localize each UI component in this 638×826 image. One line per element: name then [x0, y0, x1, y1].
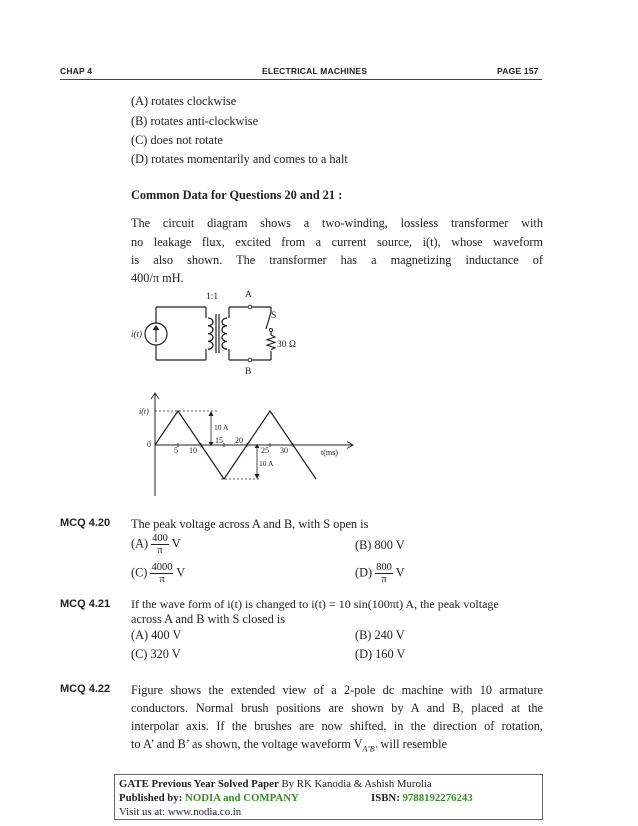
prev-option-c: (C) does not rotate — [131, 133, 223, 147]
common-text-line-3: is also shown. The transformer has a magnetizing inductance of — [131, 253, 543, 267]
subject-label: ELECTRICAL MACHINES — [262, 66, 368, 76]
prev-option-b: (B) rotates anti-clockwise — [131, 114, 259, 128]
common-text-line-2: no leakage flux, excited from a current source, i(t), whose waveform — [131, 235, 543, 249]
option-c-unit: V — [176, 565, 186, 580]
mcq-21-option-c: (C) 320 V — [131, 647, 181, 661]
footer-authors: By RK Kanodia & Ashish Murolia — [278, 778, 432, 790]
origin-label: 0 — [147, 440, 151, 449]
prev-option-d: (D) rotates momentarily and comes to a halt — [131, 152, 348, 166]
mcq-22-line-3: interpolar axis. If the brushes are now shifted, in the direction of rotation, — [131, 719, 543, 733]
common-text-line-4: 400/π mH. — [131, 271, 184, 285]
tick-label-15: 15 — [215, 436, 223, 445]
node-a-label: A — [245, 290, 252, 300]
mcq-20-option-b: (B) 800 V — [355, 538, 405, 552]
option-a-unit: V — [171, 536, 181, 551]
x-axis-label: t(ms) — [321, 448, 338, 457]
option-c-fraction: $\frac{4000}{\pi}$ — [151, 562, 173, 585]
mcq-22-line-1: Figure shows the extended view of a 2-pole dc machine with 10 armature — [131, 683, 543, 697]
publisher-footer — [114, 774, 543, 820]
pos-peak-label: 10 A — [214, 423, 229, 432]
neg-peak-label: 10 A — [259, 459, 274, 468]
tick-label-30: 30 — [280, 446, 288, 455]
tick-label-5: 5 — [174, 446, 178, 455]
footer-website-link[interactable]: Visit us at: www.nodia.co.in — [119, 806, 242, 818]
node-a-terminal — [248, 305, 252, 309]
voltage-subscript: A’B’ — [362, 744, 378, 754]
mcq-21-option-d: (D) 160 V — [355, 647, 406, 661]
option-a-fraction: $\frac{400}{\pi}$ — [152, 533, 168, 556]
option-d-unit: V — [395, 565, 405, 580]
footer-published-label: Published by: — [119, 792, 186, 804]
secondary-coil — [222, 318, 227, 349]
tick-label-20: 20 — [235, 436, 243, 445]
option-c-prefix: (C) — [131, 565, 148, 580]
mcq-22-line-4: to A’ and B’ as shown, the voltage waveform $V_{A’B’}$ will resemble — [131, 737, 448, 754]
y-axis-label: i(t) — [139, 407, 149, 416]
mcq-21-option-a: (A) 400 V — [131, 628, 182, 642]
mcq-20-question: The peak voltage across A and B, with S open is — [131, 517, 369, 531]
mcq-22-line-2: conductors. Normal brush positions are shown by A and B, placed at the — [131, 701, 543, 715]
footer-isbn-label: ISBN: — [371, 792, 403, 804]
footer-publisher: NODIA and COMPANY — [185, 792, 299, 804]
mcq-21-number: MCQ 4.21 — [60, 598, 111, 610]
mcq-20-option-a — [131, 533, 181, 556]
mcq-21-question-line-2: across A and B with S closed is — [131, 612, 286, 626]
chapter-label: CHAP 4 — [60, 66, 93, 76]
current-waveform-graph — [135, 390, 360, 498]
option-a-prefix: (A) — [131, 536, 149, 551]
tick-label-10: 10 — [189, 446, 197, 455]
prev-option-a: (A) rotates clockwise — [131, 94, 237, 108]
node-b-terminal — [248, 358, 252, 362]
option-d-fraction: $\frac{800}{\pi}$ — [376, 562, 392, 585]
header-rule — [60, 79, 542, 80]
primary-coil — [208, 318, 213, 349]
footer-title: GATE Previous Year Solved Paper — [119, 778, 279, 790]
resistor-symbol — [267, 335, 275, 350]
page-number: PAGE 157 — [497, 66, 539, 76]
mcq-22-number: MCQ 4.22 — [60, 683, 111, 695]
mcq-21-option-b: (B) 240 V — [355, 628, 405, 642]
option-d-prefix: (D) — [355, 565, 373, 580]
turns-ratio-label: 1:1 — [206, 292, 219, 302]
common-text-line-1: The circuit diagram shows a two-winding, lossless transformer with — [131, 216, 543, 230]
mcq-20-option-c — [131, 562, 185, 585]
node-b-label: B — [245, 367, 252, 377]
mcq-20-option-d — [355, 562, 405, 585]
footer-isbn: 9788192276243 — [402, 792, 473, 804]
tick-label-25: 25 — [261, 446, 269, 455]
common-data-title: Common Data for Questions 20 and 21 : — [131, 188, 343, 202]
mcq-20-number: MCQ 4.20 — [60, 517, 111, 529]
switch-label: S — [271, 311, 277, 321]
resistor-label: 30 Ω — [277, 340, 296, 350]
source-label: i(t) — [131, 329, 142, 339]
transformer-circuit-diagram — [126, 285, 326, 380]
mcq-21-question-line-1: If the wave form of i(t) is changed to i(t) = 10 sin(100πt) A, the peak voltage — [131, 597, 499, 611]
